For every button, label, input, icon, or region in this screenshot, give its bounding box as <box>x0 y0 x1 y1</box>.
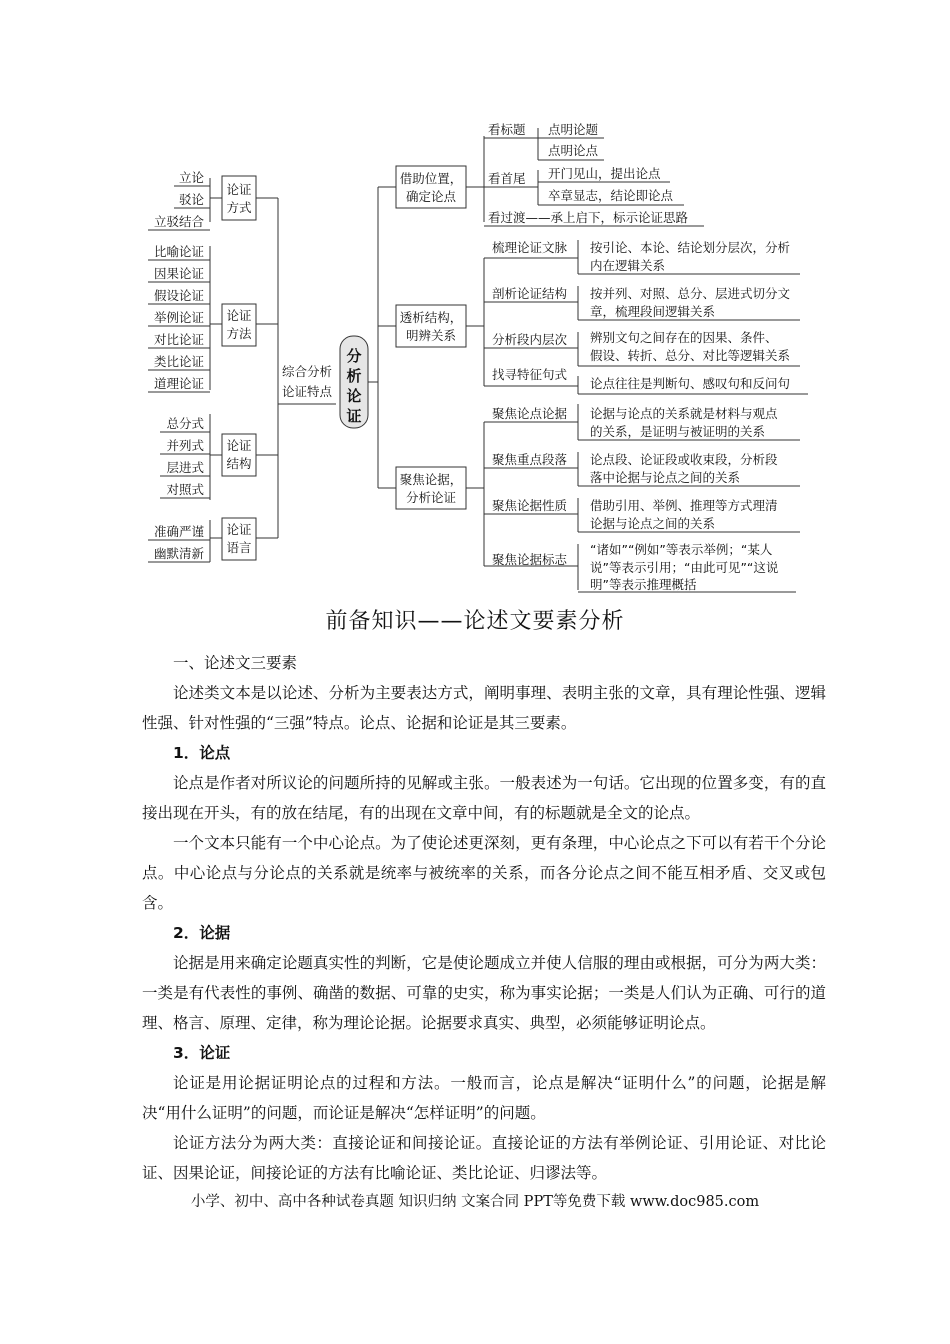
left-item: 驳论 <box>178 192 204 207</box>
center-char: 证 <box>346 407 362 425</box>
branch-name: 看首尾 <box>488 171 526 186</box>
left-item: 举例论证 <box>153 310 204 325</box>
subheading-argumentation: 3．论证 <box>173 1044 231 1062</box>
synthesis-label: 综合分析 <box>282 364 333 379</box>
branch-name: 聚焦论据标志 <box>492 552 568 567</box>
subheading-evidence: 2．论据 <box>173 924 231 942</box>
left-group-label: 论证 <box>226 182 252 197</box>
branch-detail: 明”等表示推理概括 <box>590 577 697 592</box>
paragraph: 论据是用来确定论题真实性的判断，它是使论题成立并使人信服的理由或根据，可分为两大类：一类是有代表性的事例、确凿的数据、可靠的史实，称为事实论据；一类是人们认为正确、可行的道理、格言、原理、定律，称为理论论据。论据要求真实、典型，必须能够证明论点。 <box>142 954 826 1032</box>
synthesis-label: 论证特点 <box>282 384 333 399</box>
left-group-label: 方法 <box>226 326 252 341</box>
left-item: 层进式 <box>166 460 204 475</box>
paragraph: 论证是用论据证明论点的过程和方法。一般而言，论点是解决“证明什么”的问题，论据是解决“用什么证明”的问题，而论证是解决“怎样证明”的问题。 <box>142 1074 826 1122</box>
left-item: 比喻论证 <box>153 244 204 259</box>
branch-detail: 按并列、对照、总分、层进式切分文 <box>590 286 791 301</box>
section-heading: 一、论述文三要素 <box>173 654 298 672</box>
left-group-label: 论证 <box>226 308 252 323</box>
paragraph: 论证方法分为两大类：直接论证和间接论证。直接论证的方法有举例论证、引用论证、对比论证、因果论证，间接论证的方法有比喻论证、类比论证、归谬法等。 <box>142 1134 826 1182</box>
branch-detail: 借助引用、举例、推理等方式理清 <box>590 498 778 513</box>
left-item: 道理论证 <box>153 376 204 391</box>
center-char: 分 <box>346 347 362 365</box>
left-item: 立论 <box>178 170 204 185</box>
branch-detail: 点明论点 <box>548 143 599 158</box>
right-group-label: 明辨关系 <box>405 328 457 343</box>
subheading-thesis: 1．论点 <box>173 744 231 762</box>
left-group-label: 结构 <box>226 456 252 471</box>
left-item: 因果论证 <box>153 266 204 281</box>
left-item: 准确严谨 <box>153 524 204 539</box>
branch-name: 剖析论证结构 <box>492 286 568 301</box>
right-group-label: 分析论证 <box>405 490 457 505</box>
branch-name: 聚焦论点论据 <box>492 406 568 421</box>
left-item: 立驳结合 <box>153 214 204 229</box>
branch-detail: 论点往往是判断句、感叹句和反问句 <box>590 376 791 391</box>
branch-detail: 论据与论点的关系就是材料与观点 <box>590 406 778 421</box>
branch-name: 找寻特征句式 <box>492 367 568 382</box>
center-char: 析 <box>346 367 362 385</box>
branch-name: 看标题 <box>488 122 526 137</box>
left-item: 假设论证 <box>153 288 204 303</box>
right-group-label: 借助位置， <box>399 171 463 186</box>
paragraph: 一个文本只能有一个中心论点。为了使论述更深刻，更有条理，中心论点之下可以有若干个分论点。中心论点与分论点的关系就是统率与被统率的关系，而各分论点之间不能互相矛盾、交叉或包含。 <box>142 834 826 912</box>
branch-name: 分析段内层次 <box>492 332 568 347</box>
footer-text: 小学、初中、高中各种试卷真题 知识归纳 文案合同 PPT等免费下载 www.doc985.com <box>190 1194 760 1210</box>
document-body <box>142 648 826 1188</box>
left-item: 对照式 <box>166 482 204 497</box>
branch-detail: 卒章显志，结论即论点 <box>548 188 674 203</box>
branch-detail: 落中论据与论点之间的关系 <box>590 470 741 485</box>
branch-detail: 辨别文句之间存在的因果、条件、 <box>590 330 778 345</box>
left-group-label: 论证 <box>226 522 252 537</box>
paragraph: 论点是作者对所议论的问题所持的见解或主张。一般表述为一句话。它出现的位置多变，有的直接出现在开头，有的放在结尾，有的出现在文章中间，有的标题就是全文的论点。 <box>142 774 826 822</box>
branch-detail: 按引论、本论、结论划分层次，分析 <box>590 240 791 255</box>
branch-name: 看过渡——承上启下，标示论证思路 <box>488 210 689 225</box>
left-item: 类比论证 <box>153 354 204 369</box>
left-group-label: 方式 <box>226 200 252 215</box>
center-char: 论 <box>346 387 362 405</box>
right-group-label: 透析结构， <box>399 310 463 325</box>
section-title: 前备知识——论述文要素分析 <box>325 609 625 634</box>
branch-detail: 开门见山，提出论点 <box>548 166 661 181</box>
branch-detail: 假设、转折、总分、对比等逻辑关系 <box>590 348 791 363</box>
left-item: 并列式 <box>166 438 204 453</box>
branch-name: 梳理论证文脉 <box>492 240 568 255</box>
branch-detail: 内在逻辑关系 <box>590 258 666 273</box>
right-group-label: 确定论点 <box>405 189 457 204</box>
branch-detail: 论点段、论证段或收束段，分析段 <box>590 452 778 467</box>
left-item: 对比论证 <box>153 332 204 347</box>
paragraph: 论述类文本是以论述、分析为主要表达方式，阐明事理、表明主张的文章，具有理论性强、逻辑性强、针对性强的“三强”特点。论点、论据和论证是其三要素。 <box>142 684 826 732</box>
branch-detail: 的关系，是证明与被证明的关系 <box>590 424 766 439</box>
branch-name: 聚焦重点段落 <box>492 452 568 467</box>
branch-detail: 说”等表示引用；“由此可见”“这说 <box>590 560 779 575</box>
branch-name: 聚焦论据性质 <box>492 498 568 513</box>
right-group-label: 聚焦论据， <box>399 472 463 487</box>
branch-detail: 点明论题 <box>548 122 599 137</box>
branch-detail: 章，梳理段间逻辑关系 <box>590 304 716 319</box>
left-group-label: 论证 <box>226 438 252 453</box>
argument-analysis-mindmap <box>0 0 950 600</box>
left-item: 幽默清新 <box>153 546 204 561</box>
left-group-label: 语言 <box>226 540 252 555</box>
branch-detail: 论据与论点之间的关系 <box>590 516 716 531</box>
branch-detail: “诸如”“例如”等表示举例；“某人 <box>590 542 773 557</box>
left-item: 总分式 <box>166 416 204 431</box>
